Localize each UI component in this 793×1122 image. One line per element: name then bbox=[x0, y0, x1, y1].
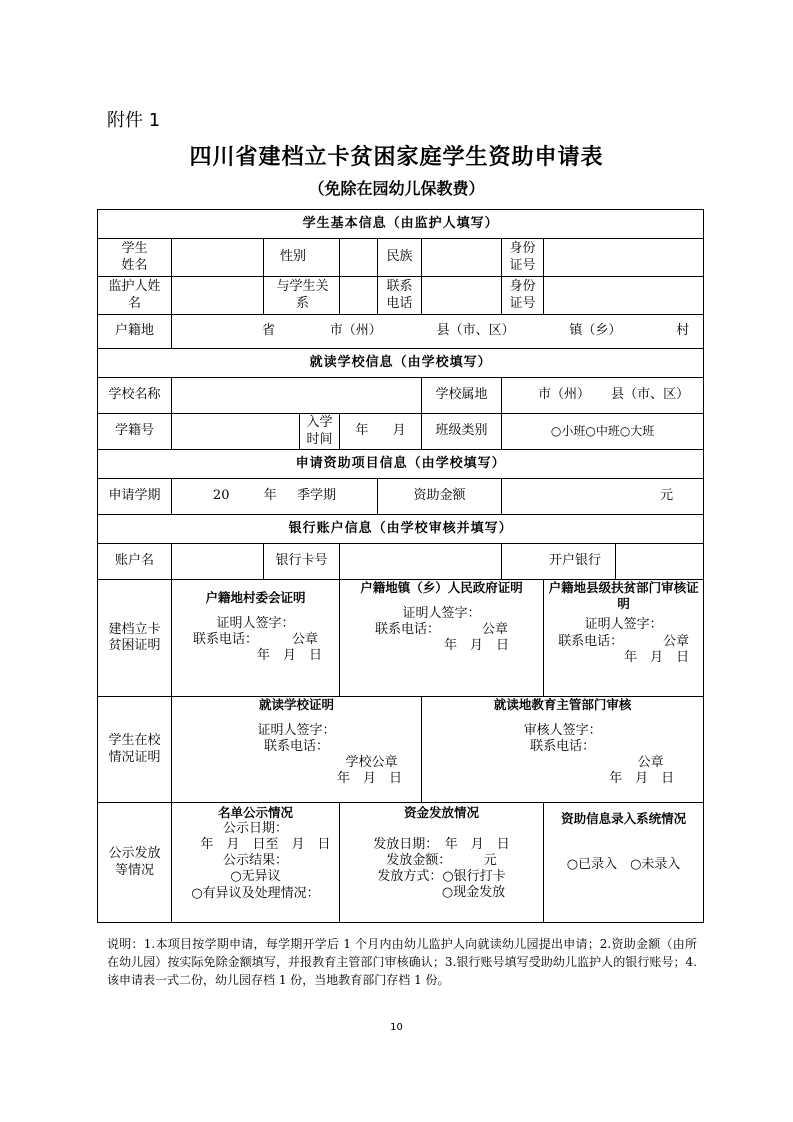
instructions-note: 说明：1.本项目按学期申请，每学期开学后 1 个月内由幼儿监护人向就读幼儿园提出申请；2.资助金额（由所在幼儿园）按实际免除金额填写，并报教育主管部门审核确认；3.银行账号填写受助幼儿监护人的银行账号；4.该申请表一式二份，幼儿园存档 1 份，当地教育部门存档 1 份。 bbox=[107, 937, 697, 987]
ethnicity-label: 民族 bbox=[378, 239, 422, 277]
enroll-time-label: 入学时间 bbox=[300, 414, 340, 450]
hukou-county: 县（市、区） bbox=[436, 323, 515, 339]
edu-seal: 公章 bbox=[637, 755, 664, 771]
card-no-label: 银行卡号 bbox=[264, 544, 340, 580]
section-bank-info: 银行账户信息（由学校审核并填写） bbox=[98, 515, 704, 544]
guardian-name-field[interactable] bbox=[172, 277, 264, 315]
fund-issue-cell[interactable] bbox=[340, 803, 544, 923]
section-project-info: 申请资助项目信息（由学校填写） bbox=[98, 450, 704, 479]
school-name-field[interactable] bbox=[172, 378, 422, 414]
page-number: 10 bbox=[390, 1022, 403, 1033]
term-row bbox=[98, 479, 704, 515]
county-signer: 证明人签字： bbox=[584, 617, 663, 633]
enroll-year: 年 bbox=[355, 423, 369, 439]
term-field[interactable] bbox=[172, 479, 378, 515]
school-city: 市（州） bbox=[538, 387, 591, 403]
school-phone: 联系电话： bbox=[263, 738, 329, 754]
town-proof-cell[interactable] bbox=[340, 580, 544, 697]
school-seal: 学校公章 bbox=[345, 755, 398, 771]
account-name-label: 账户名 bbox=[98, 544, 172, 580]
hukou-row bbox=[98, 315, 704, 349]
term-year: 年 bbox=[263, 488, 277, 504]
edu-proof-cell[interactable] bbox=[422, 697, 704, 803]
hukou-village: 村 bbox=[676, 323, 690, 339]
village-proof-title: 户籍地村委会证明 bbox=[205, 590, 306, 605]
bank-row bbox=[98, 544, 704, 580]
village-seal: 公章 bbox=[292, 631, 319, 647]
town-phone: 联系电话： bbox=[374, 621, 440, 637]
school-proof-cell[interactable] bbox=[172, 697, 422, 803]
amount-unit: 元 bbox=[660, 488, 674, 504]
attachment-label: 附件 1 bbox=[107, 110, 161, 131]
term-label: 申请学期 bbox=[98, 479, 172, 515]
county-seal: 公章 bbox=[663, 633, 690, 649]
list-publicity-cell[interactable] bbox=[172, 803, 340, 923]
village-proof-cell[interactable] bbox=[172, 580, 340, 697]
town-signer: 证明人签字： bbox=[402, 605, 481, 621]
student-name-label: 学生姓名 bbox=[98, 239, 172, 277]
school-name-label: 学校名称 bbox=[98, 378, 172, 414]
system-entry-cell[interactable] bbox=[544, 803, 704, 923]
term-20: 20 bbox=[212, 488, 230, 504]
student-id-field[interactable] bbox=[544, 239, 704, 277]
student-name-field[interactable] bbox=[172, 239, 264, 277]
student-no-label: 学籍号 bbox=[98, 414, 172, 450]
county-date: 年 月 日 bbox=[624, 649, 690, 665]
publicity-row bbox=[98, 803, 704, 923]
issue-date: 发放日期： 年 月 日 bbox=[373, 836, 510, 852]
guardian-id-label: 身份证号 bbox=[502, 277, 544, 315]
bank-label: 开户银行 bbox=[502, 544, 616, 580]
student-no-field[interactable] bbox=[172, 414, 300, 450]
form-subtitle: （免除在园幼儿保教费） bbox=[308, 179, 485, 198]
relation-field[interactable] bbox=[340, 277, 378, 315]
guardian-id-field[interactable] bbox=[544, 277, 704, 315]
hukou-city: 市（州） bbox=[329, 323, 382, 339]
school-status-row bbox=[98, 697, 704, 803]
bank-field[interactable] bbox=[616, 544, 704, 580]
guardian-phone-field[interactable] bbox=[422, 277, 502, 315]
hukou-province: 省 bbox=[262, 323, 276, 339]
has-objection-option[interactable]: ○有异议及处理情况： bbox=[191, 885, 320, 901]
county-proof-title: 户籍地县级扶贫部门审核证明 bbox=[548, 580, 699, 611]
edu-date: 年 月 日 bbox=[609, 771, 675, 787]
enroll-row bbox=[98, 414, 704, 450]
class-type-options[interactable]: ○小班○中班○大班 bbox=[502, 414, 704, 450]
guardian-name-label: 监护人姓名 bbox=[98, 277, 172, 315]
section-school-info: 就读学校信息（由学校填写） bbox=[98, 349, 704, 378]
pub-date-label: 公示日期： bbox=[222, 820, 288, 836]
guardian-row bbox=[98, 277, 704, 315]
enroll-month: 月 bbox=[392, 423, 406, 439]
school-signer: 证明人签字： bbox=[257, 722, 336, 738]
poverty-proof-label: 建档立卡贫困证明 bbox=[98, 580, 172, 697]
section-basic-info: 学生基本信息（由监护人填写） bbox=[98, 210, 704, 239]
student-row bbox=[98, 239, 704, 277]
publicity-label: 公示发放等情况 bbox=[98, 803, 172, 923]
town-date: 年 月 日 bbox=[443, 638, 509, 654]
issue-method-cash[interactable]: ○现金发放 bbox=[441, 885, 506, 901]
contact-phone-label: 联系电话 bbox=[378, 277, 422, 315]
edu-proof-title: 就读地教育主管部门审核 bbox=[493, 697, 632, 712]
county-phone: 联系电话： bbox=[558, 633, 624, 649]
school-location-label: 学校属地 bbox=[422, 378, 502, 414]
gender-field[interactable] bbox=[340, 239, 378, 277]
pub-date-range: 年 月 日至 月 日 bbox=[200, 836, 331, 852]
issue-method-bank[interactable]: 发放方式：○银行打卡 bbox=[377, 869, 506, 885]
system-entry-title: 资助信息录入系统情况 bbox=[561, 811, 687, 826]
system-entry-options[interactable]: ○已录入 ○未录入 bbox=[566, 856, 681, 872]
class-type-label: 班级类别 bbox=[422, 414, 502, 450]
town-proof-title: 户籍地镇（乡）人民政府证明 bbox=[360, 580, 523, 595]
pub-result-label: 公示结果： bbox=[222, 853, 288, 869]
school-status-label: 学生在校情况证明 bbox=[98, 697, 172, 803]
hukou-town: 镇（乡） bbox=[569, 323, 622, 339]
relation-label: 与学生关系 bbox=[264, 277, 340, 315]
enroll-time-field[interactable] bbox=[340, 414, 422, 450]
county-proof-cell[interactable] bbox=[544, 580, 704, 697]
edu-phone: 联系电话： bbox=[530, 738, 596, 754]
town-seal: 公章 bbox=[482, 621, 509, 637]
term-season: 季学期 bbox=[297, 488, 337, 504]
village-phone: 联系电话： bbox=[192, 631, 258, 647]
form-title: 四川省建档立卡贫困家庭学生资助申请表 bbox=[189, 145, 604, 170]
hukou-label: 户籍地 bbox=[98, 315, 172, 349]
village-date: 年 月 日 bbox=[256, 648, 322, 664]
gender-label: 性别 bbox=[264, 239, 340, 277]
poverty-proof-row bbox=[98, 580, 704, 697]
account-name-field[interactable] bbox=[172, 544, 264, 580]
school-location-field[interactable] bbox=[502, 378, 704, 414]
village-signer: 证明人签字： bbox=[216, 615, 295, 631]
id-no-label: 身份证号 bbox=[502, 239, 544, 277]
issue-amount: 发放金额： 元 bbox=[386, 852, 497, 868]
application-form-table bbox=[97, 209, 704, 923]
ethnicity-field[interactable] bbox=[422, 239, 502, 277]
school-date: 年 月 日 bbox=[336, 771, 402, 787]
list-publicity-title: 名单公示情况 bbox=[217, 805, 293, 820]
card-no-field[interactable] bbox=[340, 544, 502, 580]
edu-reviewer: 审核人签字： bbox=[523, 722, 602, 738]
fund-issue-title: 资金发放情况 bbox=[403, 805, 479, 820]
amount-label: 资助金额 bbox=[378, 479, 502, 515]
school-county: 县（市、区） bbox=[611, 387, 690, 403]
school-row bbox=[98, 378, 704, 414]
hukou-field[interactable] bbox=[172, 315, 704, 349]
school-proof-title: 就读学校证明 bbox=[258, 697, 334, 712]
no-objection-option[interactable]: ○无异议 bbox=[230, 869, 281, 885]
amount-field[interactable] bbox=[502, 479, 704, 515]
